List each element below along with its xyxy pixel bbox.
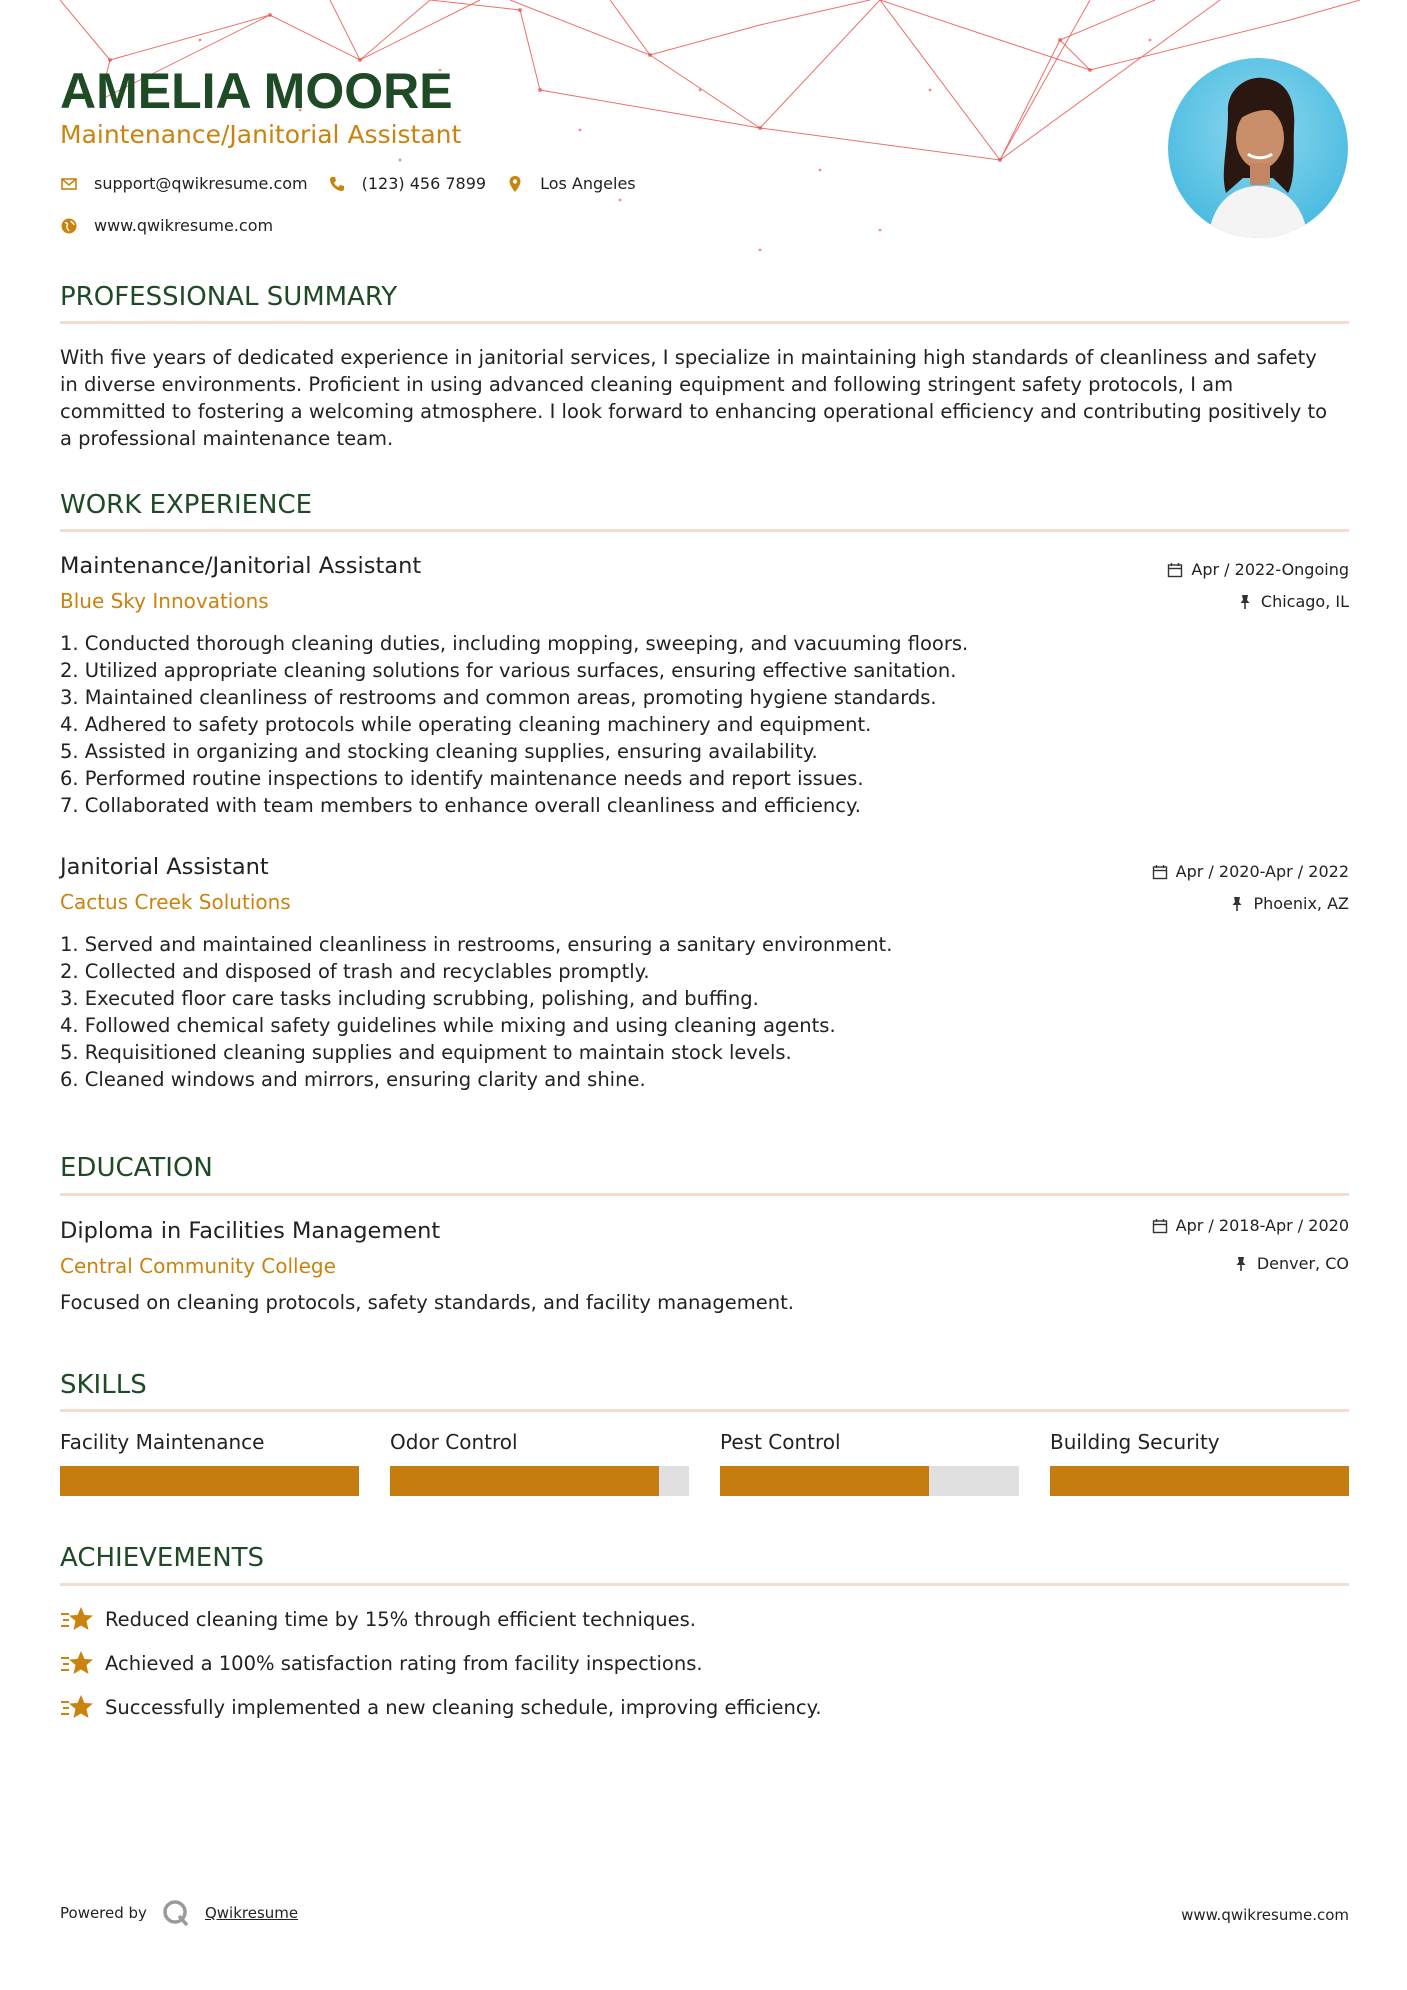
job-location-text: Chicago, IL xyxy=(1260,592,1349,611)
job-dates-text: Apr / 2020-Apr / 2022 xyxy=(1175,862,1349,881)
achievement-text: Successfully implemented a new cleaning schedule, improving efficiency. xyxy=(105,1695,822,1719)
pushpin-icon xyxy=(1237,594,1253,610)
contact-row-primary xyxy=(60,174,656,193)
qwikresume-logo xyxy=(161,1898,191,1928)
summary-text xyxy=(60,344,1349,452)
star-badge-icon xyxy=(60,1692,94,1722)
job-dates-text: Apr / 2022-Ongoing xyxy=(1191,560,1349,579)
star-badge-icon xyxy=(60,1604,94,1634)
list-item: 7. Collaborated with team members to enhance overall cleanliness and efficiency. xyxy=(60,794,861,817)
education-location xyxy=(1233,1254,1349,1273)
job-title: Janitorial Assistant xyxy=(60,854,269,880)
summary-line: committed to fostering a welcoming atmosphere. I look forward to enhancing operational efficiency and contributing positively to xyxy=(60,400,1328,423)
star-badge-icon xyxy=(60,1648,94,1678)
contact-row-secondary xyxy=(60,216,293,235)
job-dates xyxy=(1152,862,1349,881)
skill-bar-track xyxy=(390,1466,689,1496)
contact-email[interactable] xyxy=(60,174,308,193)
education-school: Central Community College xyxy=(60,1254,336,1278)
contact-website[interactable] xyxy=(60,216,273,235)
job-dates xyxy=(1167,560,1349,579)
skill-bar-fill xyxy=(60,1466,359,1496)
list-item: 2. Utilized appropriate cleaning solutions for various surfaces, ensuring effective sanitation. xyxy=(60,659,957,682)
list-item: 4. Adhered to safety protocols while operating cleaning machinery and equipment. xyxy=(60,713,872,736)
job-location xyxy=(1237,592,1349,611)
education-dates-text: Apr / 2018-Apr / 2020 xyxy=(1175,1216,1349,1235)
calendar-icon xyxy=(1167,562,1183,578)
skill-name: Facility Maintenance xyxy=(60,1430,265,1454)
job-bullets xyxy=(60,630,1349,819)
skill-bar-track xyxy=(1050,1466,1349,1496)
education-description: Focused on cleaning protocols, safety standards, and facility management. xyxy=(60,1291,794,1314)
skills-heading: SKILLS xyxy=(60,1370,147,1400)
map-pin-icon xyxy=(506,175,524,193)
achievements-heading: ACHIEVEMENTS xyxy=(60,1543,265,1573)
list-item: 1. Conducted thorough cleaning duties, including mopping, sweeping, and vacuuming floors. xyxy=(60,632,969,655)
candidate-role: Maintenance/Janitorial Assistant xyxy=(60,120,462,149)
education-heading: EDUCATION xyxy=(60,1153,213,1183)
skill-bar-track xyxy=(60,1466,359,1496)
skill-name: Building Security xyxy=(1050,1430,1220,1454)
achievement-item xyxy=(60,1648,703,1678)
list-item: 6. Cleaned windows and mirrors, ensuring clarity and shine. xyxy=(60,1068,646,1091)
skill-bar-fill xyxy=(720,1466,929,1496)
email-text: support@qwikresume.com xyxy=(94,174,308,193)
skill-name: Odor Control xyxy=(390,1430,518,1454)
profile-photo xyxy=(1168,58,1348,238)
achievements-divider xyxy=(60,1583,1349,1586)
achievement-text: Achieved a 100% satisfaction rating from facility inspections. xyxy=(105,1651,703,1675)
calendar-icon xyxy=(1152,1218,1168,1234)
education-divider xyxy=(60,1193,1349,1196)
list-item: 2. Collected and disposed of trash and recyclables promptly. xyxy=(60,960,650,983)
envelope-icon xyxy=(60,175,78,193)
achievement-text: Reduced cleaning time by 15% through efficient techniques. xyxy=(105,1607,697,1631)
footer-site-link[interactable]: www.qwikresume.com xyxy=(1181,1906,1349,1924)
summary-line: With five years of dedicated experience in janitorial services, I specialize in maintaining high standards of cleanliness and safety xyxy=(60,346,1317,369)
list-item: 4. Followed chemical safety guidelines while mixing and using cleaning agents. xyxy=(60,1014,836,1037)
pushpin-icon xyxy=(1233,1256,1249,1272)
skill-bar-fill xyxy=(390,1466,659,1496)
summary-heading: PROFESSIONAL SUMMARY xyxy=(60,282,398,312)
job-location-text: Phoenix, AZ xyxy=(1253,894,1349,913)
skill-bar-fill xyxy=(1050,1466,1349,1496)
skills-divider xyxy=(60,1409,1349,1412)
candidate-name: AMELIA MOORE xyxy=(60,63,453,119)
contact-phone[interactable] xyxy=(328,174,486,193)
footer-powered-by xyxy=(60,1898,298,1928)
list-item: 1. Served and maintained cleanliness in restrooms, ensuring a sanitary environment. xyxy=(60,933,893,956)
location-text: Los Angeles xyxy=(540,174,636,193)
skill-name: Pest Control xyxy=(720,1430,841,1454)
job-company: Blue Sky Innovations xyxy=(60,589,269,613)
list-item: 5. Requisitioned cleaning supplies and equipment to maintain stock levels. xyxy=(60,1041,792,1064)
experience-heading: WORK EXPERIENCE xyxy=(60,490,313,520)
pushpin-icon xyxy=(1229,896,1245,912)
achievement-item xyxy=(60,1692,822,1722)
education-location-text: Denver, CO xyxy=(1256,1254,1349,1273)
qwikresume-link[interactable]: Qwikresume xyxy=(204,1904,299,1922)
powered-by-label: Powered by xyxy=(60,1904,147,1922)
calendar-icon xyxy=(1152,864,1168,880)
website-text: www.qwikresume.com xyxy=(94,216,274,235)
experience-divider xyxy=(60,529,1349,532)
phone-icon xyxy=(328,175,346,193)
summary-line: a professional maintenance team. xyxy=(60,427,394,450)
skill-bar-track xyxy=(720,1466,1019,1496)
summary-line: in diverse environments. Proficient in using advanced cleaning equipment and following stringent safety protocols, I am xyxy=(60,373,1234,396)
job-location xyxy=(1229,894,1349,913)
job-company: Cactus Creek Solutions xyxy=(60,890,291,914)
job-bullets xyxy=(60,931,1349,1093)
resume-page xyxy=(60,0,1349,1990)
list-item: 5. Assisted in organizing and stocking cleaning supplies, ensuring availability. xyxy=(60,740,818,763)
contact-location xyxy=(506,174,636,193)
globe-icon xyxy=(60,217,78,235)
job-title: Maintenance/Janitorial Assistant xyxy=(60,553,422,579)
education-degree: Diploma in Facilities Management xyxy=(60,1218,441,1244)
list-item: 3. Maintained cleanliness of restrooms and common areas, promoting hygiene standards. xyxy=(60,686,937,709)
summary-divider xyxy=(60,321,1349,324)
profile-photo-image xyxy=(1168,58,1348,238)
phone-text: (123) 456 7899 xyxy=(361,174,487,193)
list-item: 6. Performed routine inspections to identify maintenance needs and report issues. xyxy=(60,767,864,790)
education-dates xyxy=(1152,1216,1349,1235)
list-item: 3. Executed floor care tasks including scrubbing, polishing, and buffing. xyxy=(60,987,759,1010)
achievement-item xyxy=(60,1604,696,1634)
